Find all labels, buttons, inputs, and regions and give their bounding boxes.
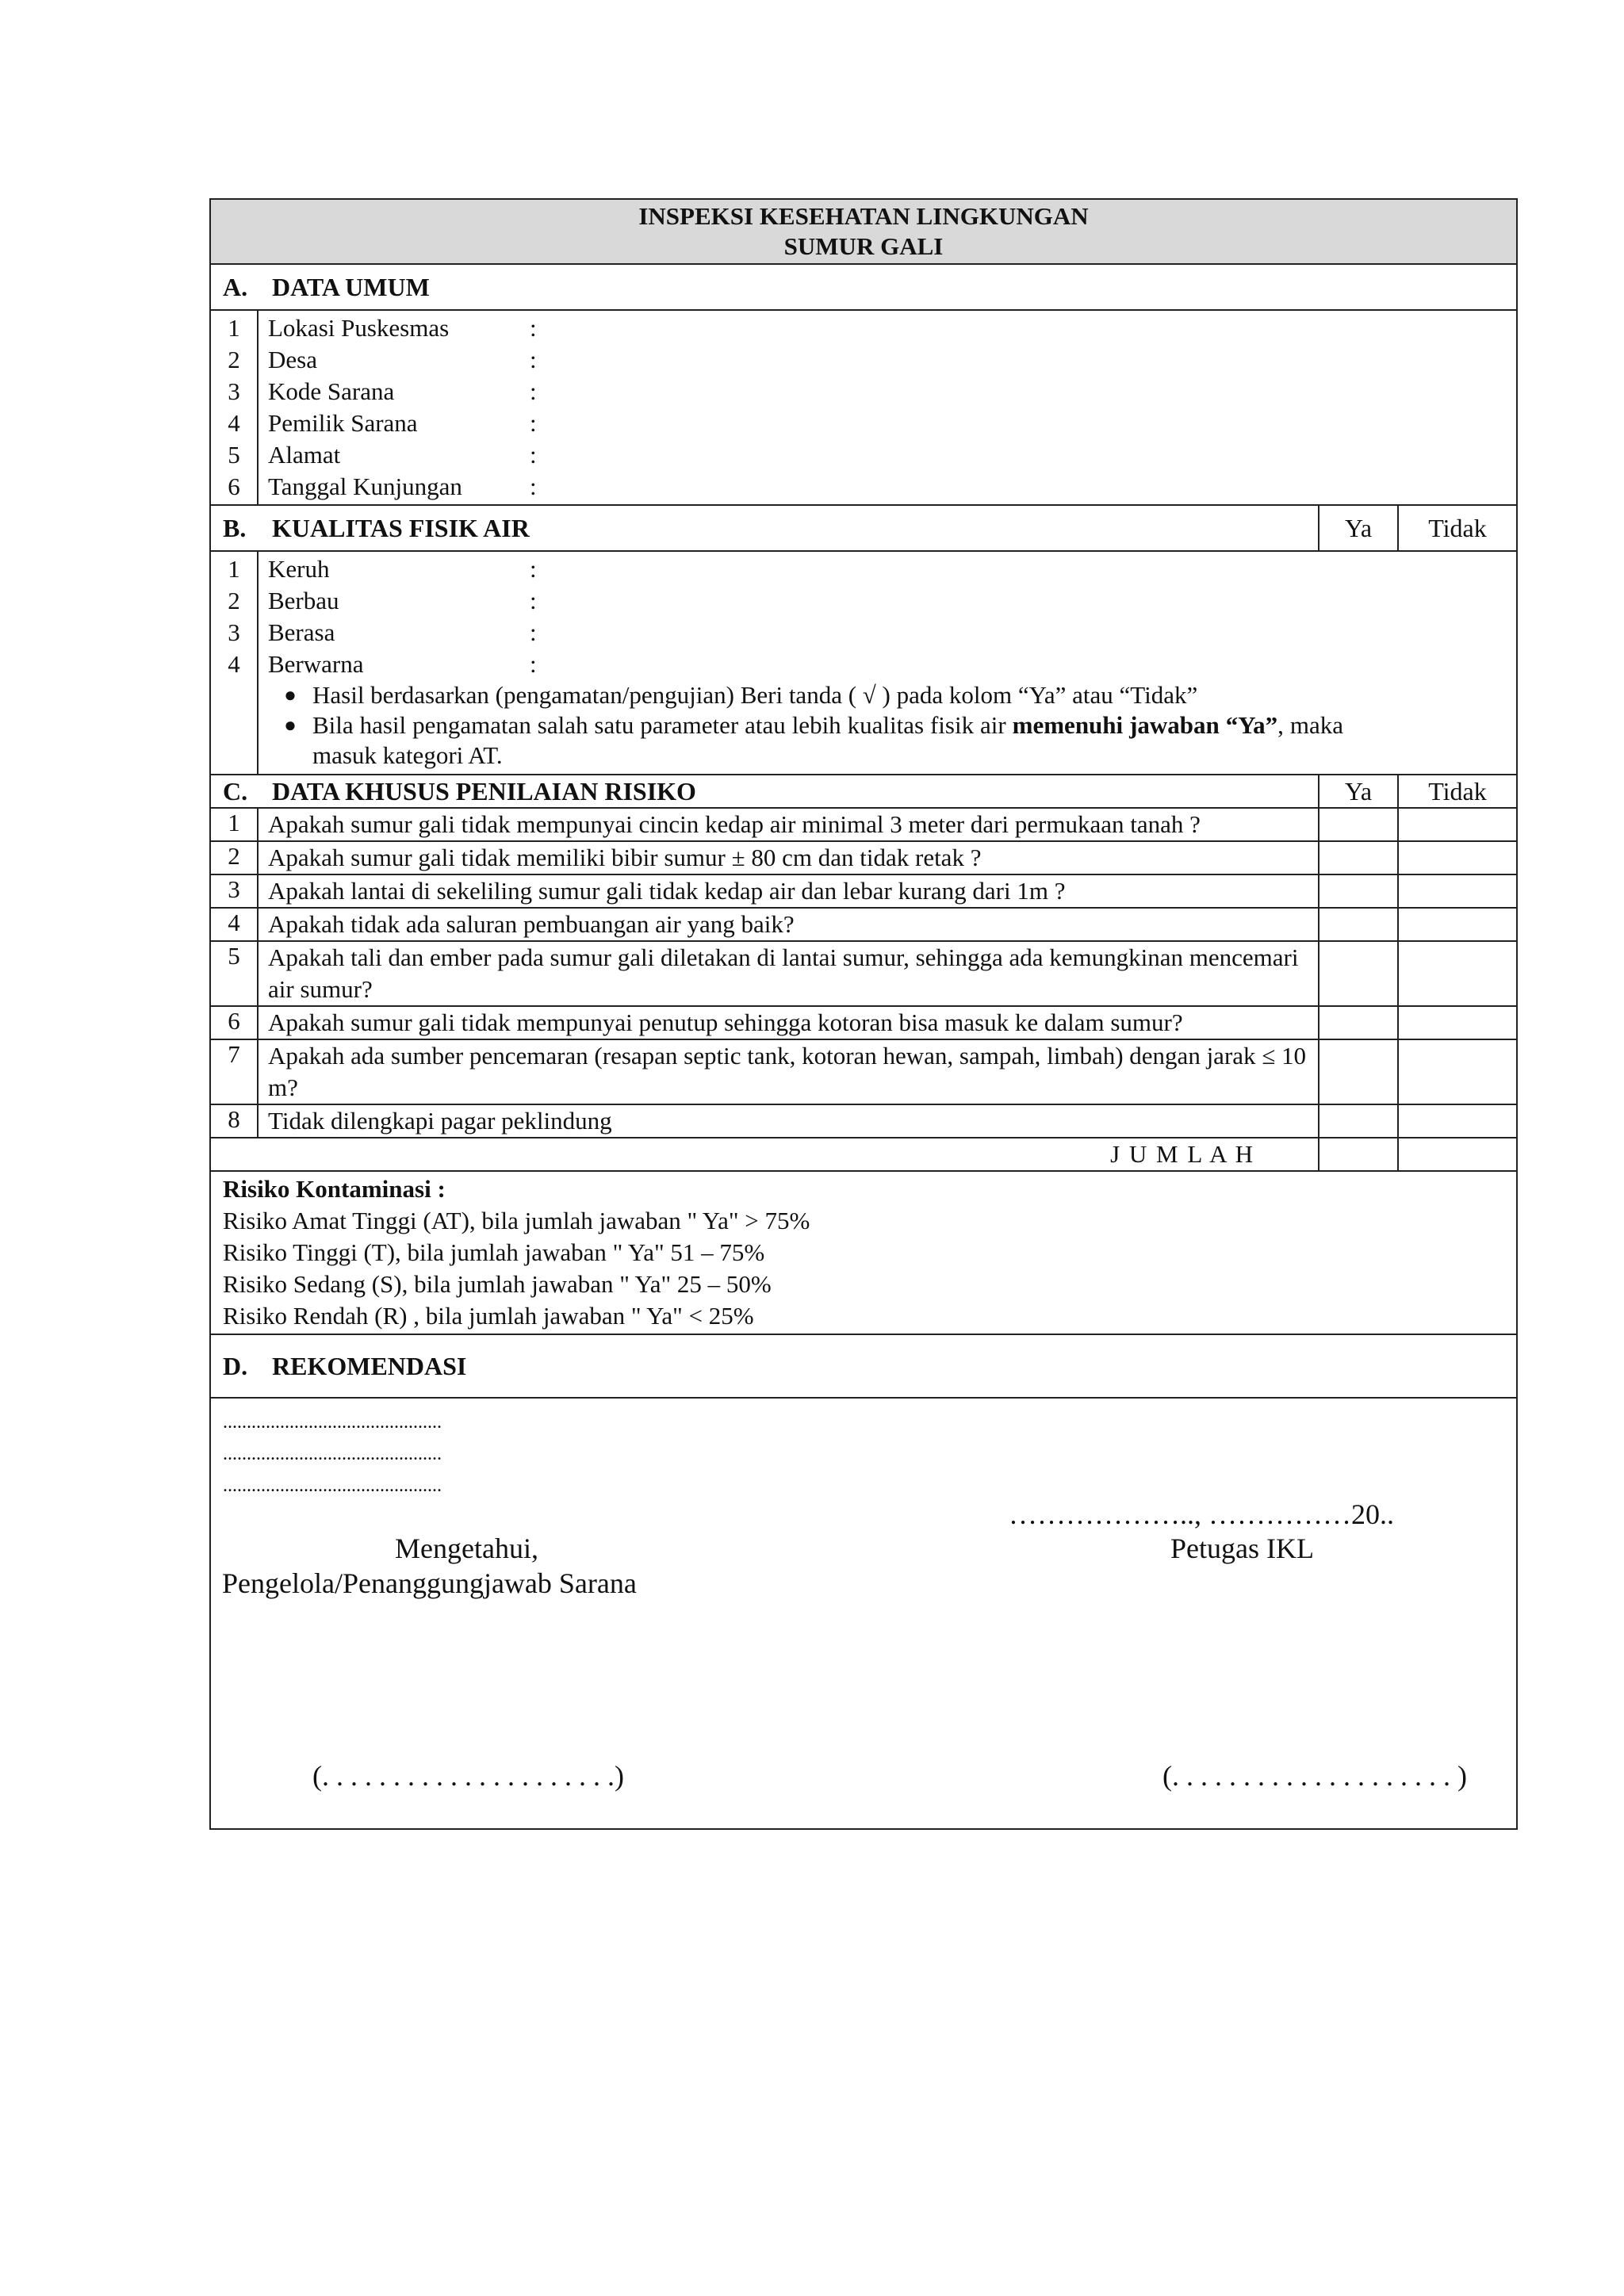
question-row: 7 Apakah ada sumber pencemaran (resapan septic tank, kotoran hewan, sampah, limbah) dengan jarak ≤ 10 m? [211,1040,1516,1105]
signature-left: (. . . . . . . . . . . . . . . . . . . . .) [312,1760,624,1792]
risk-contamination-block [211,1172,1516,1335]
question-row: 2 Apakah sumur gali tidak memiliki bibir sumur ± 80 cm dan tidak retak ? [211,842,1516,875]
column-ya-header: Ya [1318,506,1397,550]
question-text: Apakah ada sumber pencemaran (resapan septic tank, kotoran hewan, sampah, limbah) dengan jarak ≤ 10 m? [268,1042,1307,1101]
risk-line: Risiko Sedang (S), bila jumlah jawaban " Ya" 25 – 50% [223,1270,772,1298]
jumlah-label: J U M L A H [1110,1140,1254,1168]
question-text: Apakah tidak ada saluran pembuangan air yang baik? [268,910,795,938]
field-pemilik-sarana[interactable]: Pemilik Sarana : [268,409,537,437]
section-d-letter: D. [223,1351,248,1380]
jumlah-row [211,1138,1516,1172]
field-tanggal-kunjungan[interactable]: Tanggal Kunjungan : [268,473,537,500]
signature-right: (. . . . . . . . . . . . . . . . . . . . ) [1162,1760,1467,1792]
field-berasa[interactable]: Berasa : [268,618,537,646]
section-a-header [211,265,1516,311]
risk-line: Risiko Amat Tinggi (AT), bila jumlah jawaban " Ya" > 75% [223,1207,810,1234]
question-text: Apakah tali dan ember pada sumur gali diletakan di lantai sumur, sehingga ada kemungkinan mencemari air sumur? [268,943,1299,1003]
section-b-header [211,506,1516,552]
list-number: 4 [228,409,240,437]
field-keruh[interactable]: Keruh : [268,555,537,583]
question-text: Tidak dilengkapi pagar peklindung [268,1107,612,1135]
answer-tidak-cell[interactable] [1397,942,1516,1005]
risk-line: Risiko Tinggi (T), bila jumlah jawaban " Ya" 51 – 75% [223,1238,765,1266]
recommendation-line[interactable]: .............................................. [223,1444,442,1464]
list-number: 2 [228,587,240,614]
answer-ya-cell[interactable] [1318,842,1397,874]
question-text: Apakah lantai di sekeliling sumur gali tidak kedap air dan lebar kurang dari 1m ? [268,877,1066,905]
section-a-heading: DATA UMUM [272,272,430,301]
instruction-bullet [268,710,1516,771]
question-row: 5 Apakah tali dan ember pada sumur gali diletakan di lantai sumur, sehingga ada kemungkinan mencemari air sumur? [211,942,1516,1007]
bullet-icon: ● [284,714,297,737]
list-number: 3 [228,618,240,646]
column-ya-header: Ya [1318,775,1397,807]
instruction-text: Hasil berdasarkan (pengamatan/pengujian) Beri tanda ( √ ) pada kolom “Ya” atau “Tidak” [312,681,1198,709]
column-tidak-header: Tidak [1397,506,1516,550]
recommendation-area [211,1399,1516,1828]
column-tidak-header: Tidak [1397,775,1516,807]
pengelola-label: Pengelola/Penanggungjawab Sarana [222,1567,637,1599]
bullet-icon: ● [284,683,297,706]
field-desa[interactable]: Desa : [268,346,537,373]
risk-heading: Risiko Kontaminasi : [223,1175,446,1203]
question-text: Apakah sumur gali tidak mempunyai cincin kedap air minimal 3 meter dari permukaan tanah ? [268,810,1201,838]
list-number: 6 [228,473,240,500]
title-line-1: INSPEKSI KESEHATAN LINGKUNGAN [638,202,1089,230]
answer-ya-cell[interactable] [1318,1007,1397,1039]
answer-tidak-cell[interactable] [1397,909,1516,940]
answer-tidak-cell[interactable] [1397,875,1516,907]
inspection-form [209,198,1518,1830]
recommendation-line[interactable]: .............................................. [223,1412,442,1433]
list-number: 2 [228,346,240,373]
field-berbau[interactable]: Berbau : [268,587,537,614]
question-row: 6 Apakah sumur gali tidak mempunyai penutup sehingga kotoran bisa masuk ke dalam sumur? [211,1007,1516,1040]
list-number: 5 [228,441,240,469]
risk-line: Risiko Rendah (R) , bila jumlah jawaban " Ya" < 25% [223,1302,754,1330]
section-c-header [211,775,1516,809]
answer-ya-cell[interactable] [1318,875,1397,907]
section-c-heading: DATA KHUSUS PENILAIAN RISIKO [272,776,696,806]
answer-tidak-cell[interactable] [1397,1007,1516,1039]
question-text: Apakah sumur gali tidak mempunyai penutup sehingga kotoran bisa masuk ke dalam sumur? [268,1008,1183,1036]
list-number: 1 [228,555,240,583]
field-alamat[interactable]: Alamat : [268,441,537,469]
answer-ya-cell[interactable] [1318,1105,1397,1137]
date-line: ……………….., ……………20.. [1009,1498,1394,1530]
section-d-heading: REKOMENDASI [272,1351,467,1380]
title-line-2: SUMUR GALI [783,232,944,260]
petugas-label: Petugas IKL [1170,1533,1314,1564]
answer-ya-cell[interactable] [1318,1040,1397,1104]
instruction-bullet [268,680,1516,710]
section-a-list [211,311,1516,506]
answer-tidak-cell[interactable] [1397,809,1516,840]
field-kode-sarana[interactable]: Kode Sarana : [268,377,537,405]
answer-ya-cell[interactable] [1318,909,1397,940]
question-row: 8 Tidak dilengkapi pagar peklindung [211,1105,1516,1138]
instruction-text: Bila hasil pengamatan salah satu parameter atau lebih kualitas fisik air memenuhi jawaban “Ya”, maka masuk kategori AT. [312,711,1343,769]
jumlah-ya-cell[interactable] [1318,1138,1397,1170]
field-berwarna[interactable]: Berwarna : [268,650,537,678]
list-number: 1 [228,314,240,342]
question-row: 4 Apakah tidak ada saluran pembuangan air yang baik? [211,909,1516,942]
section-b-heading: KUALITAS FISIK AIR [272,513,530,542]
section-b-letter: B. [223,513,247,542]
field-lokasi-puskesmas[interactable]: Lokasi Puskesmas : [268,314,537,342]
section-b-list [211,552,1516,775]
section-a-letter: A. [223,272,248,301]
question-row: 1 Apakah sumur gali tidak mempunyai cincin kedap air minimal 3 meter dari permukaan tanah ? [211,809,1516,842]
section-c-letter: C. [223,776,248,806]
answer-tidak-cell[interactable] [1397,1105,1516,1137]
list-number: 4 [228,650,240,678]
list-number: 3 [228,377,240,405]
form-title [211,200,1516,265]
question-text: Apakah sumur gali tidak memiliki bibir sumur ± 80 cm dan tidak retak ? [268,844,982,871]
answer-ya-cell[interactable] [1318,942,1397,1005]
question-row: 3 Apakah lantai di sekeliling sumur gali tidak kedap air dan lebar kurang dari 1m ? [211,875,1516,909]
jumlah-tidak-cell[interactable] [1397,1138,1516,1170]
mengetahui-label: Mengetahui, [395,1533,538,1564]
recommendation-lines[interactable] [211,1399,1516,1502]
section-d-header [211,1335,1516,1399]
answer-tidak-cell[interactable] [1397,1040,1516,1104]
answer-tidak-cell[interactable] [1397,842,1516,874]
answer-ya-cell[interactable] [1318,809,1397,840]
recommendation-line[interactable]: .............................................. [223,1475,442,1496]
